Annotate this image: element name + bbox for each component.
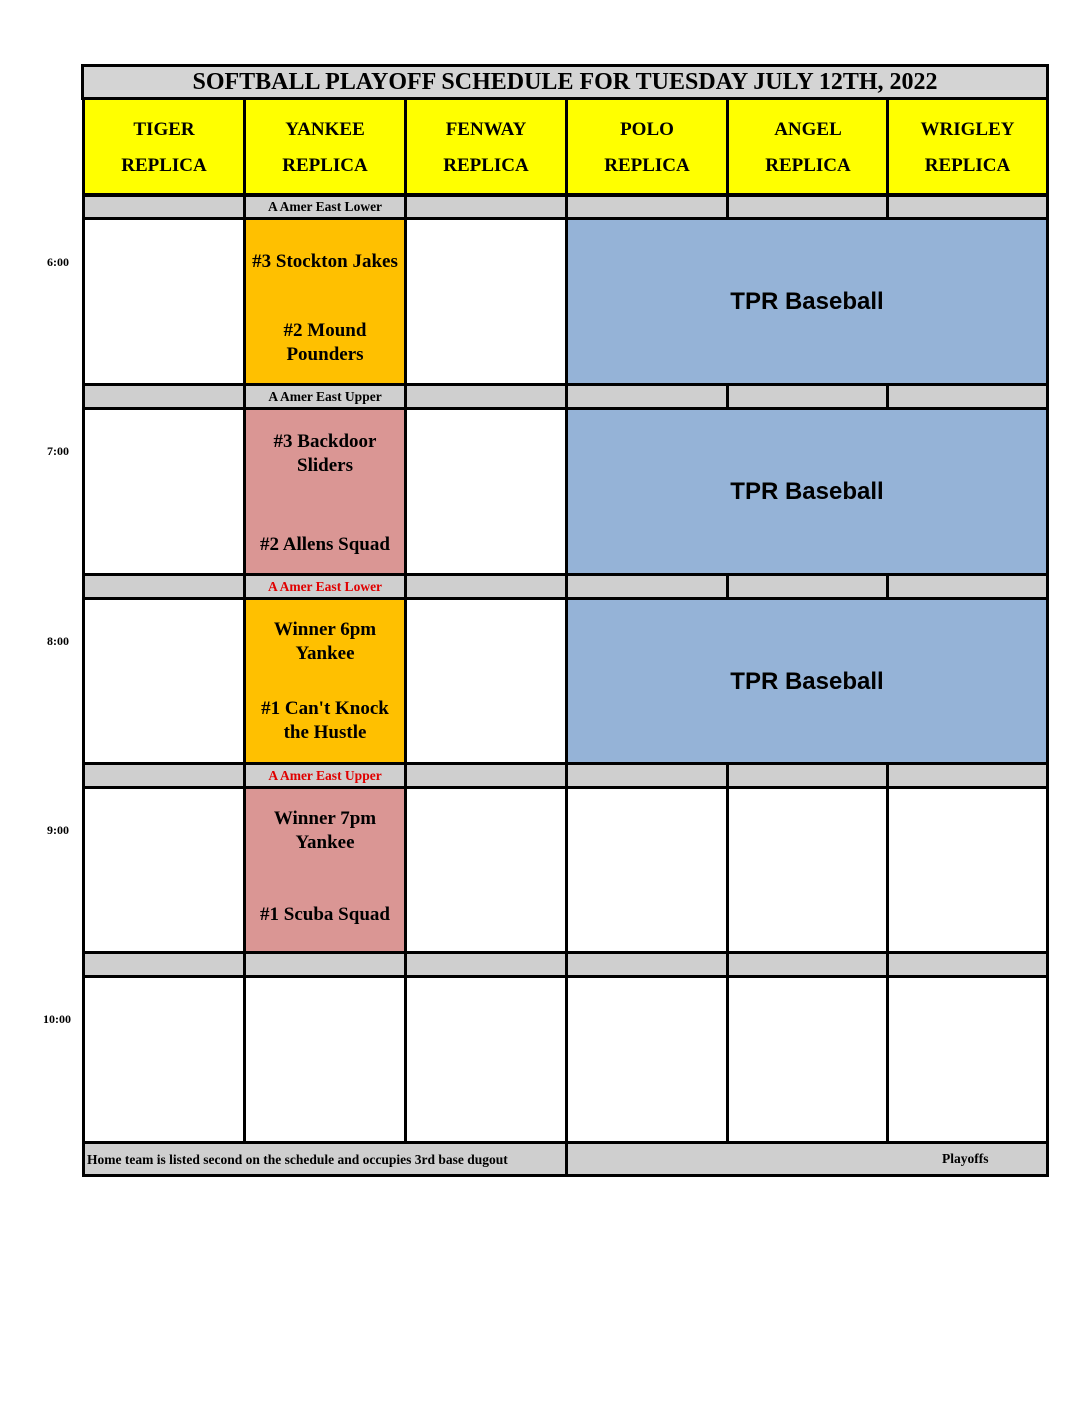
empty-slot — [886, 975, 1049, 1144]
field-type: REPLICA — [924, 155, 1011, 176]
separator-cell — [404, 573, 568, 600]
separator-cell — [886, 951, 1049, 978]
separator-cell — [886, 573, 1049, 600]
game-cell-6pm-yankee — [243, 217, 407, 386]
field-name: FENWAY — [445, 119, 527, 140]
field-type: REPLICA — [604, 155, 690, 176]
empty-slot — [82, 217, 246, 386]
empty-slot — [82, 597, 246, 766]
footer-note: Home team is listed second on the schedule and occupies 3rd base dugout — [82, 1141, 568, 1177]
separator-cell — [886, 762, 1049, 789]
field-header-polo — [565, 97, 729, 196]
time-label: 8:00 — [47, 634, 69, 648]
field-header-tiger — [82, 97, 246, 196]
separator-cell — [565, 383, 729, 410]
time-label: 10:00 — [43, 1012, 71, 1026]
empty-slot — [404, 597, 568, 766]
tpr-baseball-block: TPR Baseball — [565, 407, 1049, 576]
field-name: POLO — [620, 119, 674, 140]
tpr-baseball-block: TPR Baseball — [565, 597, 1049, 766]
time-label: 7:00 — [47, 444, 69, 458]
separator-cell — [404, 762, 568, 789]
separator-cell — [726, 573, 890, 600]
separator-cell — [404, 383, 568, 410]
field-name: TIGER — [133, 119, 195, 140]
empty-slot — [82, 975, 246, 1144]
separator-cell — [82, 383, 246, 410]
away-team: #3 Stockton Jakes — [252, 251, 398, 272]
separator-cell — [565, 951, 729, 978]
home-team: #2 Allens Squad — [260, 534, 390, 555]
footer-playoffs-label: Playoffs — [942, 1151, 989, 1166]
empty-slot — [886, 786, 1049, 954]
separator-cell — [886, 383, 1049, 410]
field-name: ANGEL — [774, 119, 842, 140]
empty-slot — [565, 786, 729, 954]
home-team: #1 Can't Knock the Hustle — [261, 698, 389, 743]
separator-cell — [404, 951, 568, 978]
time-label: 6:00 — [47, 255, 69, 269]
division-label: A Amer East Lower — [243, 573, 407, 600]
away-team: Winner 7pm Yankee — [273, 808, 377, 853]
separator-cell — [82, 573, 246, 600]
tpr-baseball-block: TPR Baseball — [565, 217, 1049, 386]
separator-cell — [726, 762, 890, 789]
away-team: Winner 6pm Yankee — [273, 619, 377, 664]
empty-slot — [404, 975, 568, 1144]
game-cell-7pm-yankee — [243, 407, 407, 576]
empty-slot — [726, 975, 890, 1144]
empty-slot — [726, 786, 890, 954]
empty-slot — [243, 975, 407, 1144]
game-cell-9pm-yankee — [243, 786, 407, 954]
empty-slot — [404, 786, 568, 954]
separator-cell — [82, 951, 246, 978]
field-type: REPLICA — [765, 155, 851, 176]
field-header-yankee — [243, 97, 407, 196]
field-header-angel — [726, 97, 890, 196]
separator-cell — [565, 573, 729, 600]
field-type: REPLICA — [121, 155, 207, 176]
field-type: REPLICA — [443, 155, 529, 176]
empty-slot — [82, 786, 246, 954]
field-name: YANKEE — [285, 119, 365, 140]
empty-slot — [565, 975, 729, 1144]
division-label: A Amer East Lower — [243, 194, 407, 220]
separator-cell — [726, 951, 890, 978]
away-team: #3 Backdoor Sliders — [273, 431, 377, 476]
home-team: #2 Mound Pounders — [283, 320, 367, 365]
field-header-wrigley — [886, 97, 1049, 196]
game-cell-8pm-yankee — [243, 597, 407, 766]
separator-cell — [82, 762, 246, 789]
schedule-title: SOFTBALL PLAYOFF SCHEDULE FOR TUESDAY JULY 12TH, 2022 — [81, 64, 1049, 100]
time-label: 9:00 — [47, 823, 69, 837]
division-label: A Amer East Upper — [243, 383, 407, 410]
field-header-fenway — [404, 97, 568, 196]
field-name: WRIGLEY — [920, 119, 1015, 140]
separator-cell — [243, 951, 407, 978]
home-team: #1 Scuba Squad — [260, 904, 390, 925]
footer-playoffs-cell — [565, 1141, 1049, 1177]
separator-cell — [565, 762, 729, 789]
empty-slot — [404, 407, 568, 576]
division-label: A Amer East Upper — [243, 762, 407, 789]
empty-slot — [404, 217, 568, 386]
empty-slot — [82, 407, 246, 576]
field-type: REPLICA — [282, 155, 368, 176]
separator-cell — [726, 383, 890, 410]
